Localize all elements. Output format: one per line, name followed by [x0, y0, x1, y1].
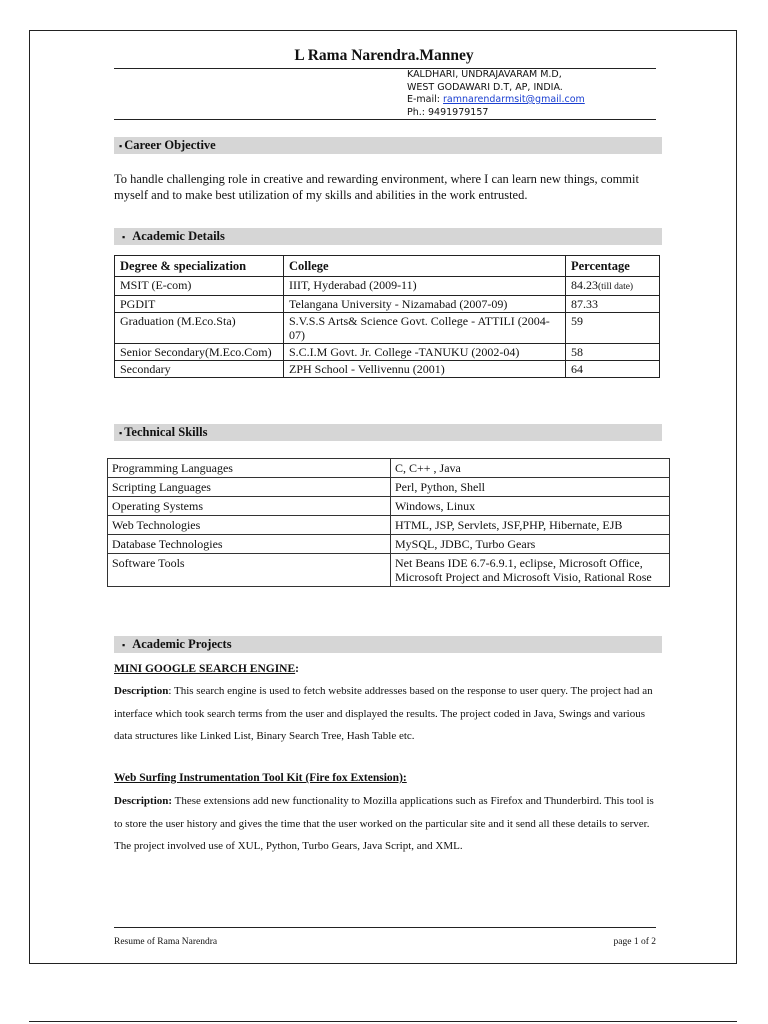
bullet-icon: ▪: [119, 427, 123, 438]
percentage-cell: 64: [566, 361, 660, 378]
college-cell: S.C.I.M Govt. Jr. College -TANUKU (2002-04): [284, 344, 566, 361]
skill-values: MySQL, JDBC, Turbo Gears: [391, 535, 670, 554]
career-objective-text: To handle challenging role in creative and rewarding environment, where I can learn new things, commit myself and to make best utilization of my skills and abilities in the work entrusted.: [114, 172, 639, 202]
bullet-icon: ▪: [122, 639, 126, 650]
degree-cell: Graduation (M.Eco.Sta): [115, 313, 284, 344]
footer-rule: [114, 927, 656, 928]
project-title-text: MINI GOOGLE SEARCH ENGINE: [114, 663, 296, 675]
percentage-value: 84.23: [571, 278, 598, 292]
project-description: [114, 680, 662, 748]
project-title: [114, 663, 299, 675]
degree-cell: Senior Secondary(M.Eco.Com): [115, 344, 284, 361]
degree-cell: PGDIT: [115, 296, 284, 313]
skill-category: Web Technologies: [108, 516, 391, 535]
table-row: [108, 554, 670, 587]
header-percentage: Percentage: [566, 256, 660, 277]
email-link[interactable]: ramnarendarmsit@gmail.com: [443, 94, 585, 105]
percentage-cell: [566, 277, 660, 296]
skill-category: Operating Systems: [108, 497, 391, 516]
college-cell: S.V.S.S Arts& Science Govt. College - ATTILI (2004-07): [284, 313, 566, 344]
bullet-icon: ▪: [119, 140, 123, 151]
email-label: E-mail:: [407, 94, 444, 105]
contact-block: [407, 69, 585, 119]
table-row: [115, 313, 660, 344]
header-degree: Degree & specialization: [115, 256, 284, 277]
next-page-edge: [29, 1021, 737, 1022]
academic-table: [114, 255, 660, 378]
description-label: Description:: [114, 795, 173, 807]
skill-values: HTML, JSP, Servlets, JSF,PHP, Hibernate, EJB: [391, 516, 670, 535]
section-career-objective: [114, 137, 662, 154]
project-description: [114, 790, 662, 858]
skill-category: Database Technologies: [108, 535, 391, 554]
table-row: [115, 344, 660, 361]
skill-values: C, C++ , Java: [391, 459, 670, 478]
address-line-2: WEST GODAWARI D.T, AP, INDIA.: [407, 81, 563, 93]
contact-rule: [114, 119, 656, 120]
skill-category: Scripting Languages: [108, 478, 391, 497]
section-title: Career Objective: [124, 138, 216, 152]
candidate-name: L Rama Narendra.Manney: [294, 47, 474, 64]
section-title: Technical Skills: [124, 425, 208, 439]
section-academic-details: [114, 228, 662, 245]
email-line: [407, 94, 585, 107]
college-cell: Telangana University - Nizamabad (2007-09): [284, 296, 566, 313]
description-text: These extensions add new functionality to Mozilla applications such as Firefox and Thunderbird. This tool is to store the user history and gives the time that the user worked on the particular site and it send all these details to server. The project involved use of XUL, Python, Turbo Gears, Java Script, and XML.: [114, 795, 654, 852]
college-cell: ZPH School - Vellivennu (2001): [284, 361, 566, 378]
project-title-suffix: :: [295, 663, 299, 675]
description-label: Description: [114, 685, 169, 697]
footer-left: Resume of Rama Narendra: [114, 937, 218, 947]
skill-category: Programming Languages: [108, 459, 391, 478]
header-college: College: [284, 256, 566, 277]
table-row: [115, 296, 660, 313]
section-technical-skills: [114, 424, 662, 441]
table-row: [115, 277, 660, 296]
percentage-note: (till date): [598, 282, 634, 292]
skill-values: Perl, Python, Shell: [391, 478, 670, 497]
table-header-row: [115, 256, 660, 277]
table-row: [115, 361, 660, 378]
section-title: Academic Projects: [132, 637, 232, 651]
section-academic-projects: [114, 636, 662, 653]
phone-line: Ph.: 9491979157: [407, 106, 489, 118]
table-row: [108, 535, 670, 554]
table-row: [108, 478, 670, 497]
project-title: [114, 772, 407, 784]
degree-cell: Secondary: [115, 361, 284, 378]
college-cell: IIIT, Hyderabad (2009-11): [284, 277, 566, 296]
skill-values: Net Beans IDE 6.7-6.9.1, eclipse, Microsoft Office, Microsoft Project and Microsoft Visio, Rational Rose: [391, 554, 670, 587]
description-text: : This search engine is used to fetch website addresses based on the response to user query. The project had an interface which took search terms from the user and displayed the results. The project coded in Java, Swings and various data structures like Linked List, Binary Search Tree, Hash Table etc.: [114, 685, 653, 742]
address-line-1: KALDHARI, UNDRAJAVARAM M.D,: [407, 69, 562, 80]
table-row: [108, 459, 670, 478]
bullet-icon: ▪: [122, 231, 126, 242]
percentage-cell: 87.33: [566, 296, 660, 313]
section-title: Academic Details: [132, 229, 225, 243]
table-row: [108, 516, 670, 535]
degree-cell: MSIT (E-com): [115, 277, 284, 296]
skill-category: Software Tools: [108, 554, 391, 587]
skill-values: Windows, Linux: [391, 497, 670, 516]
resume-page: [29, 30, 737, 964]
skills-table: [107, 458, 670, 587]
project-title-text: Web Surfing Instrumentation Tool Kit (Fire fox Extension):: [114, 772, 407, 784]
percentage-cell: 58: [566, 344, 660, 361]
percentage-cell: 59: [566, 313, 660, 344]
footer-page-number: page 1 of 2: [613, 937, 656, 947]
table-row: [108, 497, 670, 516]
